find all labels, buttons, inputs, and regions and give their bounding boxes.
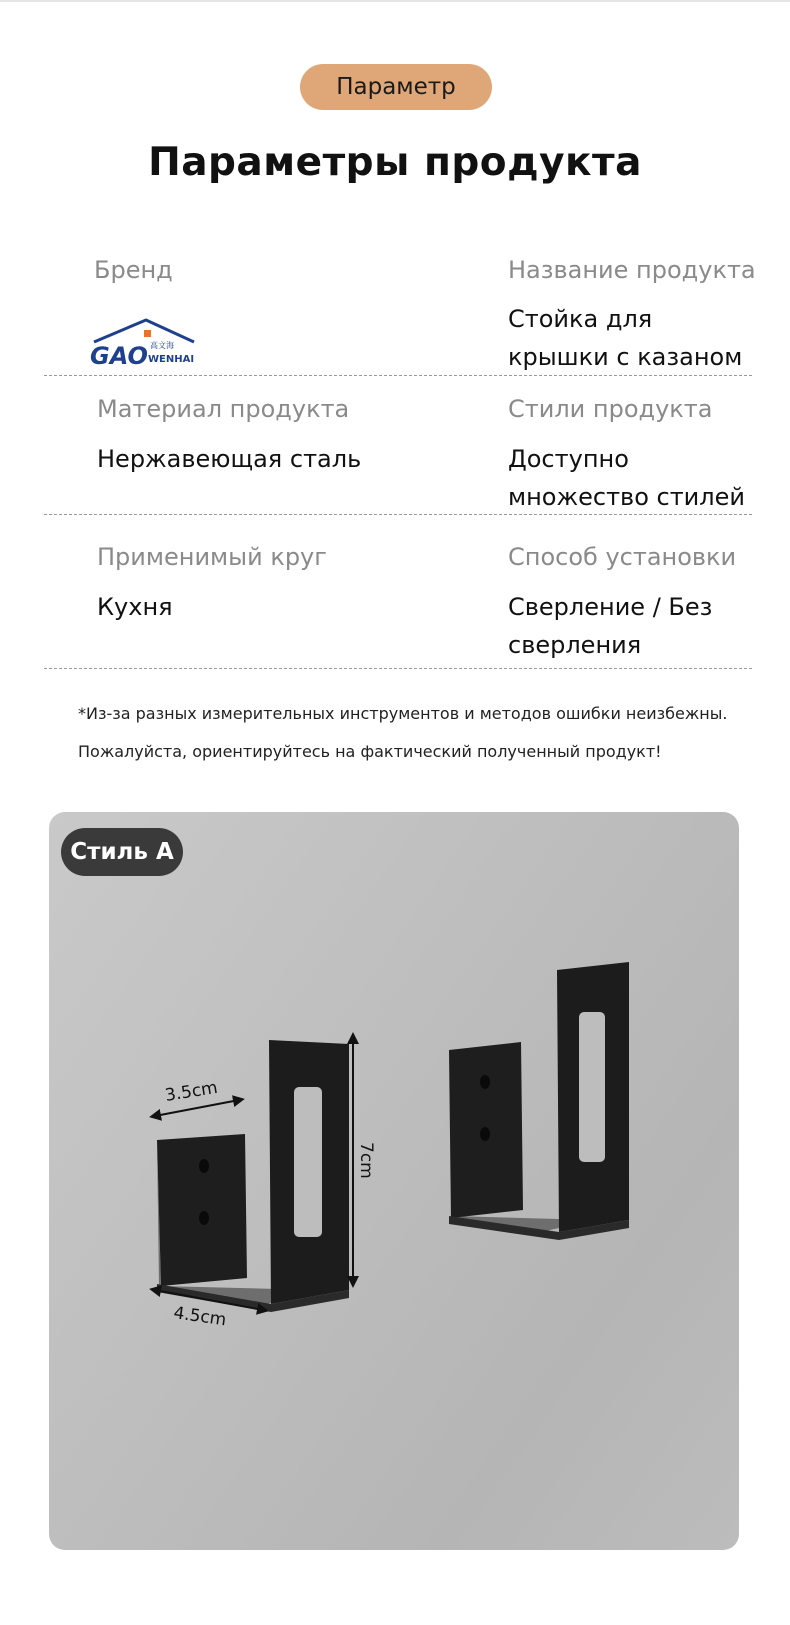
row-divider [44, 375, 752, 376]
scope-label: Применимый круг [97, 543, 327, 571]
install-value: Сверление / Без сверления [508, 593, 713, 659]
dimension-width [155, 1078, 239, 1116]
bracket-right [449, 962, 629, 1240]
disclaimer-line-2: Пожалуйста, ориентируйтесь на фактический полученный продукт! [78, 742, 662, 761]
page-title: Параметры продукта [148, 140, 642, 185]
row-divider [44, 668, 752, 669]
brand-logo-main: GAO [90, 342, 148, 368]
dimension-height-label: 7cm [356, 1142, 376, 1179]
brand-logo-sub: WENHAI [148, 354, 195, 365]
scope-value: Кухня [97, 593, 173, 621]
style-badge: Стиль A [61, 828, 183, 876]
bracket-left [157, 1040, 349, 1312]
brand-label: Бренд [94, 256, 173, 284]
dimension-width-label: 3.5cm [163, 1077, 220, 1106]
styles-value: Доступно множество стилей [508, 445, 745, 511]
styles-label: Стили продукта [508, 395, 713, 423]
row-divider [44, 514, 752, 515]
product-name-label: Название продукта [508, 256, 756, 284]
install-label: Способ установки [508, 543, 737, 571]
product-name-value: Стойка для крышки с казаном [508, 305, 743, 371]
brand-logo [88, 318, 203, 368]
disclaimer-line-1: *Из-за разных измерительных инструментов и методов ошибки неизбежны. [78, 704, 728, 723]
material-value: Нержавеющая сталь [97, 445, 362, 473]
product-illustration [49, 812, 739, 1550]
material-label: Материал продукта [97, 395, 350, 423]
top-divider [0, 0, 790, 2]
brand-logo-cn: 高文海 [150, 341, 174, 350]
section-badge: Параметр [300, 64, 492, 110]
dimension-height [353, 1038, 376, 1282]
dimension-depth-label: 4.5cm [172, 1303, 228, 1331]
